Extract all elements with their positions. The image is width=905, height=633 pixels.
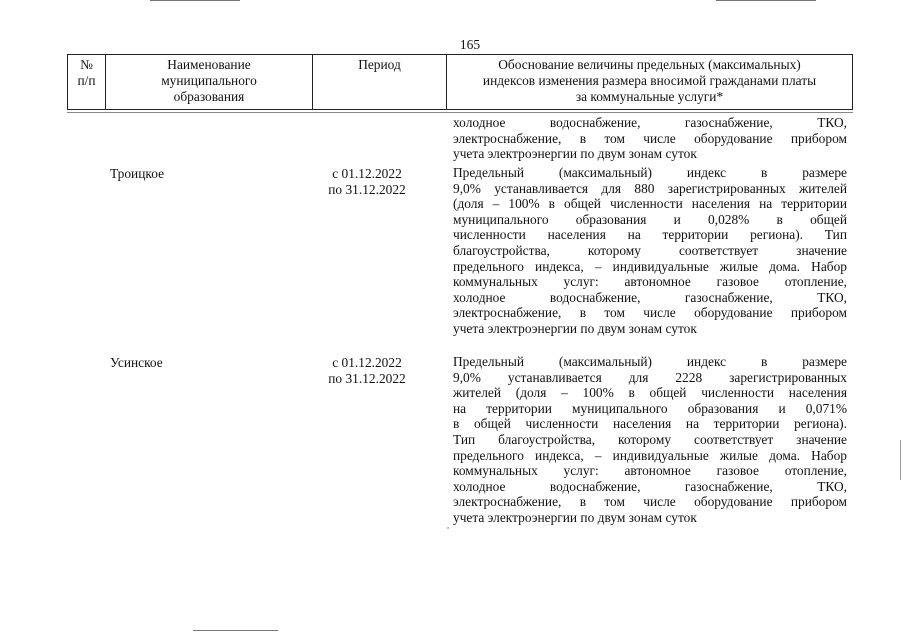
carryover-justification: холодное водоснабжение, газоснабжение, ТКО, электроснабжение, в том числе оборудование прибором учета электроэнергии по двум зонам суток [453, 115, 847, 162]
scan-artifact-dot [447, 527, 449, 529]
row-justification-troitskoe: Предельный (максимальный) индекс в размере 9,0% устанавливается для 880 зарегистрированных жителей (доля – 100% в общей численности населения на территории муниципального образования и 0,028% в общей численности населения на территории региона). Тип благоустройства, которому соответствует значение предельного индекса, – индивидуальные жилые дома. Набор коммунальных услуг: автономное газовое отопление, холодное водоснабжение, газоснабжение, ТКО, электроснабжение, в том числе оборудование прибором учета электроэнергии по двум зонам суток [453, 165, 847, 336]
header-col-period: Период [358, 57, 401, 72]
header-col-number: № п/п [77, 57, 96, 88]
header-col-municipality: Наименование муниципального образования [161, 57, 257, 104]
scan-artifact-top-right [716, 0, 816, 1]
scan-artifact-right-edge [900, 440, 901, 480]
page-number: 165 [459, 37, 481, 52]
row-justification-usinskoe: Предельный (максимальный) индекс в размере 9,0% устанавливается для 2228 зарегистрированных жителей (доля – 100% в общей численности населения на территории муниципального образования и 0,071% в общей численности населения на территории региона). Тип благоустройства, которому соответствует значение предельного индекса, – индивидуальные жилые дома. Набор коммунальных услуг: автономное газовое отопление, холодное водоснабжение, газоснабжение, ТКО, электроснабжение, в том числе оборудование прибором учета электроэнергии по двум зонам суток [453, 354, 847, 525]
row-period-troitskoe: с 01.12.2022 по 31.12.2022 [328, 166, 406, 197]
scan-artifact-top-left [150, 0, 240, 1]
row-period-usinskoe: с 01.12.2022 по 31.12.2022 [328, 355, 406, 386]
header-col-justification: Обоснование величины предельных (максимальных) индексов изменения размера вносимой гражданами платы за коммунальные услуги* [482, 57, 817, 104]
row-municipality-troitskoe: Троицкое [110, 166, 165, 181]
header-underline [67, 112, 853, 113]
scan-artifact-bottom [193, 630, 278, 631]
table-header [67, 54, 853, 110]
row-municipality-usinskoe: Усинское [110, 355, 163, 370]
